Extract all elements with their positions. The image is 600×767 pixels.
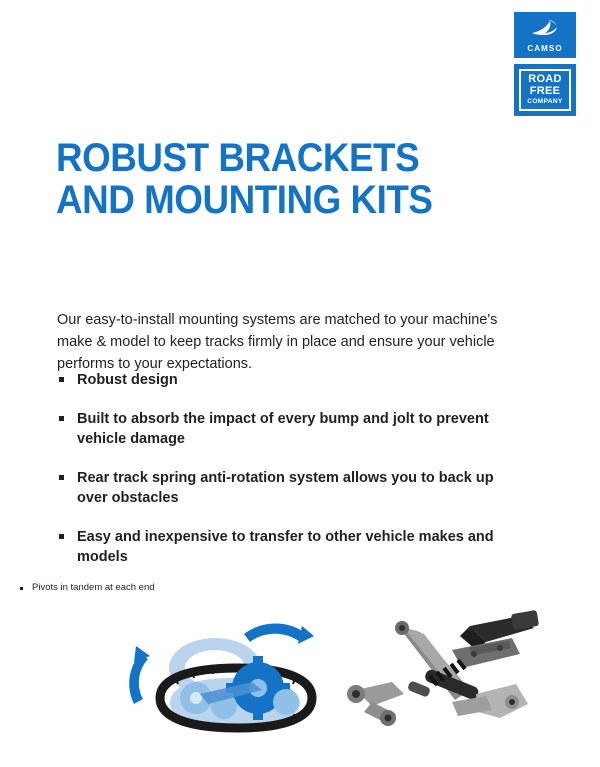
list-item: Built to absorb the impact of every bump and jolt to prevent vehicle damage <box>57 409 527 450</box>
rotation-arrow-left <box>129 646 150 704</box>
feature-bullet-list <box>57 370 527 586</box>
camso-wordmark: CAMSO <box>527 44 563 53</box>
camso-swoosh-icon <box>530 18 560 36</box>
list-item: Easy and inexpensive to transfer to other vehicle makes and models <box>57 527 527 568</box>
artwork-area <box>0 598 600 758</box>
product-illustration <box>0 598 600 758</box>
footnote: Pivots in tandem at each end <box>20 582 155 593</box>
track-assembly-illustration <box>129 624 314 733</box>
badge-line-free: FREE <box>529 85 561 98</box>
camso-logo <box>514 12 576 58</box>
rotation-arrow-right <box>244 624 314 645</box>
bracket-hardware-photo <box>347 610 539 726</box>
badge-line-company: COMPANY <box>527 98 563 106</box>
page-title-line-1: ROBUST BRACKETS <box>56 136 420 180</box>
page-title <box>56 138 452 221</box>
badge-line-road: ROAD <box>528 73 562 86</box>
road-free-company-badge <box>514 64 576 116</box>
list-item: Robust design <box>57 370 527 391</box>
list-item: Rear track spring anti-rotation system allows you to back up over obstacles <box>57 468 527 509</box>
page-title-line-2: AND MOUNTING KITS <box>56 177 433 222</box>
brand-logo-block <box>514 12 576 116</box>
intro-paragraph: Our easy-to-install mounting systems are matched to your machine's make & model to keep tracks firmly in place and ensure your vehicle performs to your expectations. <box>57 311 498 372</box>
